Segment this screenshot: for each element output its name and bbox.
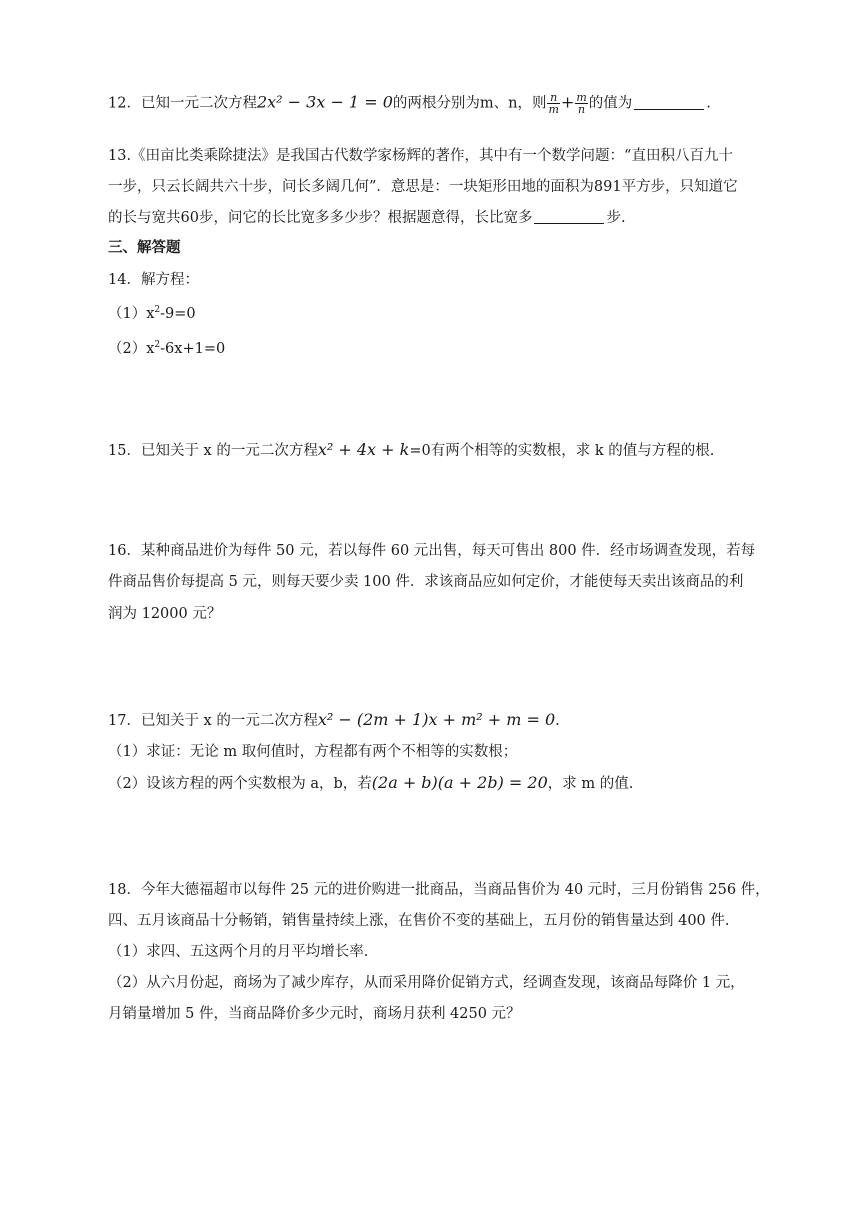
q17-prefix: 17．已知关于 x 的一元二次方程: [108, 713, 318, 729]
q17-p2-suffix: ，求 m 的值.: [547, 776, 634, 792]
q12-equation: 2x² − 3x − 1 = 0: [256, 92, 393, 112]
q13-line-1: 13.《田亩比类乘除捷法》是我国古代数学家杨辉的著作，其中有一个数学问题：“直田积八百九十: [108, 148, 733, 164]
q17-part-2: [108, 773, 633, 794]
q14-p1-exponent: 2: [154, 305, 161, 315]
section-3-heading: 三、解答题: [108, 240, 181, 256]
q12-end: .: [706, 95, 711, 112]
q18-part-2-line-2: 月销量增加 5 件，当商品降价多少元时，商场月获利 4250 元？: [108, 1006, 521, 1022]
question-12: [108, 92, 711, 115]
q15-equation: x² + 4x + k: [317, 440, 410, 459]
q14-p1-suffix: -9=0: [160, 306, 196, 322]
q14-title: 14．解方程：: [108, 272, 199, 288]
q18-line-1: 18．今年大德福超市以每件 25 元的进价购进一批商品，当商品售价为 40 元时，三月份销售 256 件，: [108, 882, 770, 898]
q13-line-3-prefix: 的长与宽共60步，问它的长比宽多多少步？根据题意得，长比宽多: [108, 210, 533, 226]
q13-line-2: 一步，只云长阔共六十步，问长多阔几何”．意思是：一块矩形田地的面积为891平方步，只知道它: [108, 179, 738, 195]
q13-answer-blank[interactable]: [534, 209, 604, 224]
q18-part-2-line-1: （2）从六月份起，商场为了减少库存，从而采用降价促销方式，经调查发现，该商品每降价 1 元，: [108, 975, 745, 991]
q18-line-2: 四、五月该商品十分畅销，销售量持续上涨，在售价不变的基础上，五月份的销售量达到 400 件.: [108, 913, 730, 929]
q14-part-2: [108, 339, 225, 359]
q17-equation: x² − (2m + 1)x + m² + m = 0: [317, 710, 556, 729]
q12-answer-blank[interactable]: [634, 95, 704, 110]
q12-fraction-n-over-m: [547, 92, 559, 115]
q16-line-1: 16．某种商品进价为每件 50 元，若以每件 60 元出售，每天可售出 800 件．经市场调查发现，若每: [108, 543, 756, 559]
q12-fraction-m-over-n: [575, 92, 587, 115]
q14-p2-suffix: -6x+1=0: [160, 341, 226, 357]
q12-frac2-numerator: m: [576, 91, 587, 104]
q15-equation-tail: =0: [409, 443, 431, 459]
q17-end: .: [555, 713, 560, 729]
q16-line-3: 润为 12000 元？: [108, 606, 222, 622]
q12-frac1-numerator: n: [547, 92, 559, 104]
q15-suffix: 有两个相等的实数根，求 k 的值与方程的根.: [430, 443, 715, 459]
question-15: [108, 440, 714, 461]
q17-part-1: （1）求证：无论 m 取何值时，方程都有两个不相等的实数根；: [108, 744, 518, 760]
q14-p2-prefix: （2）x: [108, 341, 155, 357]
q13-line-3: [108, 208, 626, 228]
q12-frac1-denominator: m: [548, 103, 559, 116]
q12-suffix: 的值为: [588, 95, 633, 112]
q17-p2-equation: (2a + b)(a + 2b) = 20: [371, 773, 548, 792]
q17-p2-prefix: （2）设该方程的两个实数根为 a，b，若: [108, 776, 372, 792]
question-17: [108, 710, 560, 731]
q14-p1-prefix: （1）x: [108, 306, 155, 322]
q14-p2-exponent: 2: [154, 340, 161, 350]
q14-part-1: [108, 304, 196, 324]
q12-mid: 的两根分别为m、n，则: [392, 95, 547, 112]
q12-frac2-denominator: n: [577, 103, 586, 116]
q18-part-1: （1）求四、五这两个月的月平均增长率.: [108, 944, 369, 960]
q12-prefix: 12．已知一元二次方程: [108, 95, 257, 112]
q13-line-3-suffix: 步.: [606, 210, 626, 226]
q12-plus: +: [560, 92, 575, 112]
q15-prefix: 15．已知关于 x 的一元二次方程: [108, 443, 318, 459]
q16-line-2: 件商品售价每提高 5 元，则每天要少卖 100 件．求该商品应如何定价，才能使每天卖出该商品的利: [108, 574, 744, 590]
